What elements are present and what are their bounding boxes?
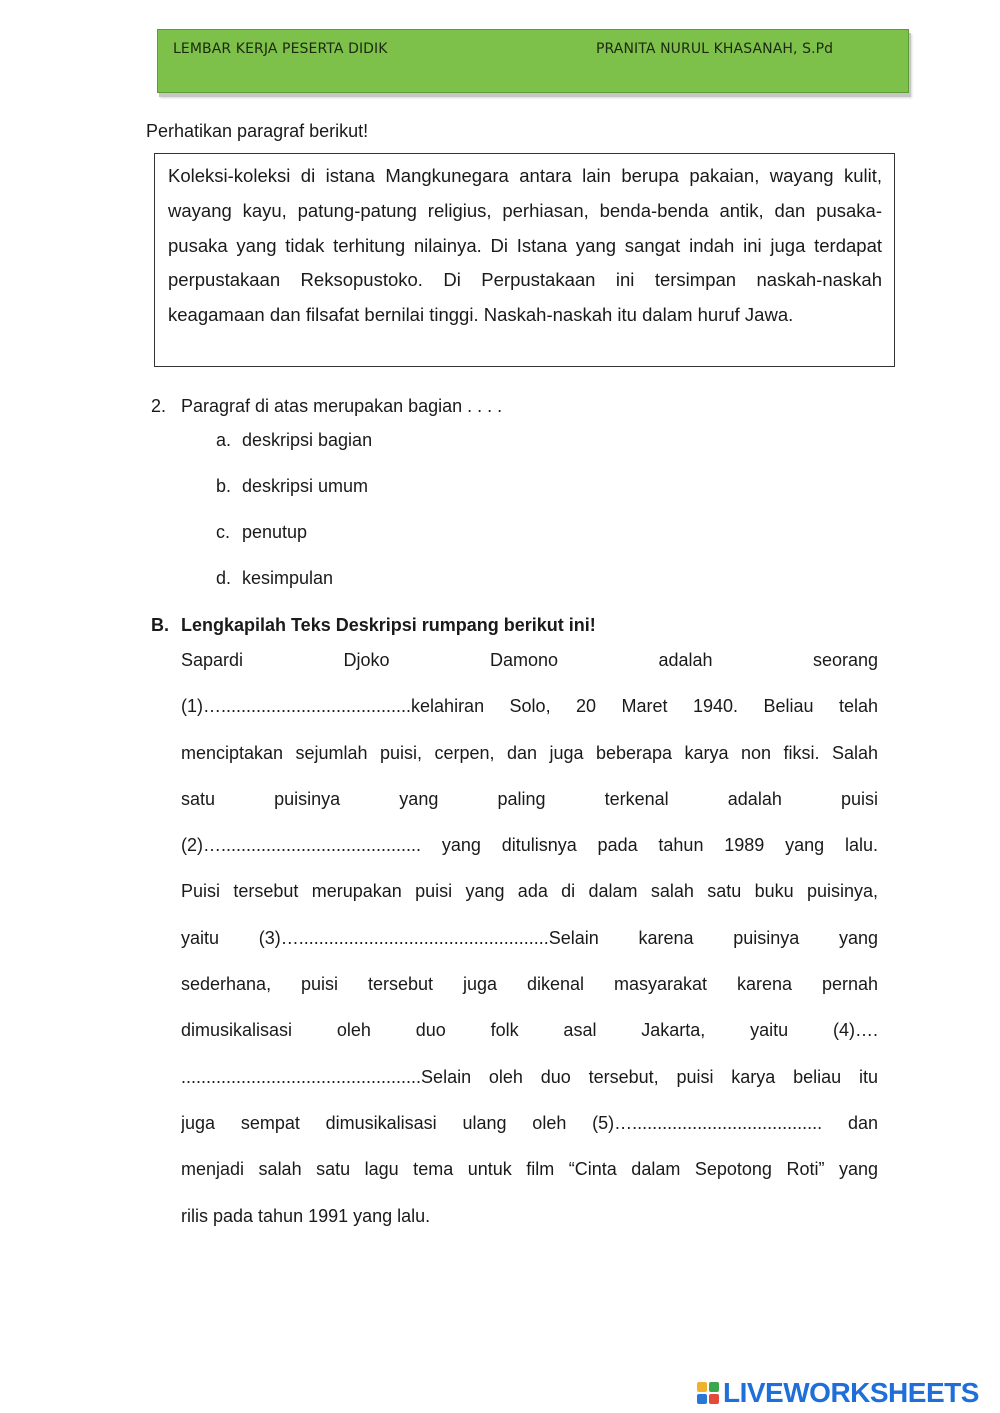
cloze-line: yaitu (3)…..................................................Selain karena puisinya yang	[181, 927, 878, 948]
header-banner	[157, 29, 909, 93]
option-label: kesimpulan	[242, 568, 334, 588]
option-b[interactable]	[216, 476, 368, 497]
watermark-text: LIVEWORKSHEETS	[723, 1377, 979, 1408]
option-c[interactable]	[216, 522, 307, 543]
option-label: penutup	[242, 522, 308, 542]
cloze-line: Puisi tersebut merupakan puisi yang ada di dalam salah satu buku puisinya,	[181, 881, 878, 902]
option-letter: a.	[216, 430, 232, 450]
cloze-line: rilis pada tahun 1991 yang lalu.	[181, 1205, 431, 1226]
section-b-letter: B.	[151, 615, 169, 635]
option-letter: c.	[216, 522, 231, 542]
question-number: 2.	[151, 396, 167, 416]
header-author-name: PRANITA NURUL KHASANAH, S.Pd	[596, 41, 834, 57]
section-b-title: Lengkapilah Teks Deskripsi rumpang berikut ini!	[181, 615, 596, 635]
cloze-line: menciptakan sejumlah puisi, cerpen, dan juga beberapa karya non fiksi. Salah	[181, 742, 878, 763]
cloze-line: ................................................Selain oleh duo tersebut, puisi karya beliau itu	[181, 1066, 878, 1087]
liveworksheets-logo-icon	[697, 1382, 719, 1404]
cloze-line: sederhana, puisi tersebut juga dikenal masyarakat karena pernah	[181, 974, 878, 995]
option-d[interactable]	[216, 568, 333, 589]
option-a[interactable]	[216, 430, 372, 451]
cloze-line: dimusikalisasi oleh duo folk asal Jakarta, yaitu (4)….	[181, 1020, 878, 1041]
option-label: deskripsi bagian	[242, 430, 373, 450]
cloze-line: juga sempat dimusikalisasi ulang oleh (5)…...................................... dan	[181, 1112, 878, 1133]
cloze-line: satu puisinya yang paling terkenal adalah puisi	[181, 788, 878, 809]
paragraph-text: Koleksi-koleksi di istana Mangkunegara antara lain berupa pakaian, wayang kulit, wayang kayu, patung-patung religius, perhiasan, benda-benda antik, dan pusaka-pusaka yang tidak terhitung nilainya. Di Istana yang sangat indah ini juga terdapat perpustakaan Reksopustoko. Di Perpustakaan ini tersimpan naskah-naskah keagamaan dan filsafat bernilai tinggi. Naskah-naskah itu dalam huruf Jawa.	[168, 165, 882, 326]
cloze-line: Sapardi Djoko Damono adalah seorang	[181, 650, 878, 670]
paragraph-box	[154, 153, 895, 367]
question-text: Paragraf di atas merupakan bagian . . . .	[181, 396, 503, 416]
cloze-text	[181, 637, 878, 1239]
liveworksheets-watermark	[697, 1378, 979, 1408]
cloze-line: (2)…........................................ yang ditulisnya pada tahun 1989 yang lalu.	[181, 835, 878, 856]
header-worksheet-title: LEMBAR KERJA PESERTA DIDIK	[173, 41, 388, 57]
cloze-line: menjadi salah satu lagu tema untuk film “Cinta dalam Sepotong Roti” yang	[181, 1159, 878, 1180]
option-letter: d.	[216, 568, 232, 588]
cloze-line: (1)…......................................kelahiran Solo, 20 Maret 1940. Beliau telah	[181, 696, 878, 717]
instruction-text: Perhatikan paragraf berikut!	[146, 121, 369, 141]
option-label: deskripsi umum	[242, 476, 369, 496]
option-letter: b.	[216, 476, 232, 496]
